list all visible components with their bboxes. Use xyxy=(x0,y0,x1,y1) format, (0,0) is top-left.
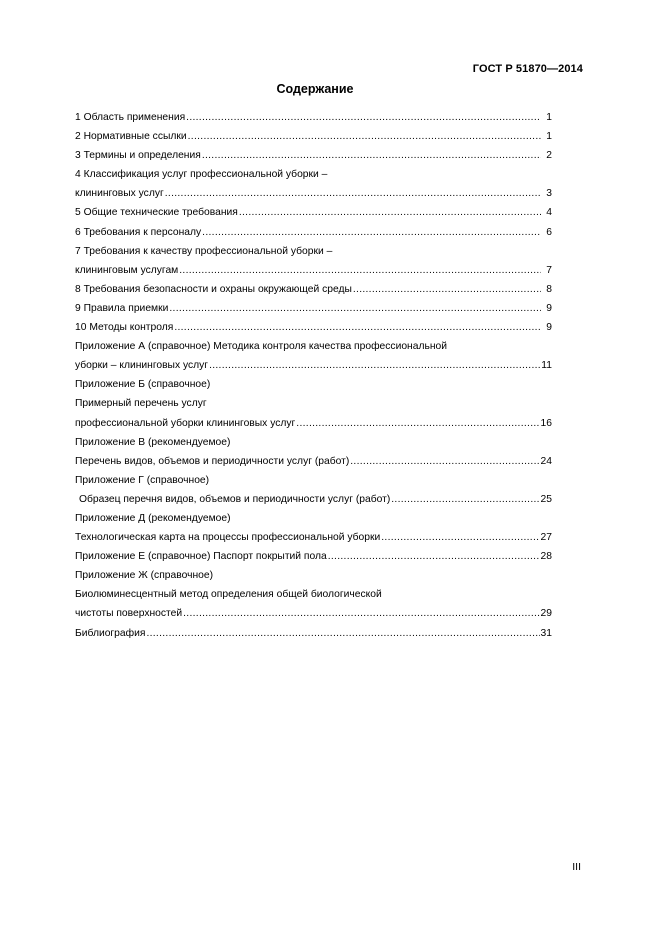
toc-entry-label: Технологическая карта на процессы профессиональной уборки xyxy=(75,532,381,544)
toc-entry[interactable] xyxy=(75,146,552,165)
toc-entry-label: 9 Правила приемки xyxy=(75,302,169,314)
toc-leader-dots xyxy=(188,127,541,146)
toc-entry[interactable] xyxy=(75,261,552,280)
toc-entry[interactable] xyxy=(75,547,552,566)
toc-entry-page: 28 xyxy=(540,551,552,563)
toc-leader-dots xyxy=(165,184,541,203)
toc-leader-dots xyxy=(296,414,539,433)
toc-leader-dots xyxy=(350,452,539,471)
toc-entry-label: 1 Область применения xyxy=(75,112,186,123)
toc-entry[interactable] xyxy=(75,528,552,547)
toc-leader-dots xyxy=(209,356,540,375)
toc-entry-page: 3 xyxy=(546,188,552,200)
toc-entry-label: Примерный перечень услуг xyxy=(75,398,207,410)
toc-entry-label: 2 Нормативные ссылки xyxy=(75,131,187,143)
toc-entry[interactable] xyxy=(75,356,552,375)
toc-entry-page: 8 xyxy=(546,283,552,295)
toc-entry-line xyxy=(75,433,552,452)
toc-leader-dots xyxy=(179,261,541,280)
toc-entry-line xyxy=(75,165,552,184)
toc-leader-dots xyxy=(239,203,541,222)
toc-entry-page: 16 xyxy=(540,417,552,429)
toc-entry-label: клининговых услуг xyxy=(75,188,164,200)
toc-entry[interactable] xyxy=(75,127,552,146)
toc-entry-page: 1 xyxy=(546,131,552,143)
toc-entry-line xyxy=(75,375,552,394)
toc-entry[interactable] xyxy=(75,223,552,242)
toc-entry-line xyxy=(75,471,552,490)
toc-entry-label: 4 Классификация услуг профессиональной уборки – xyxy=(75,169,328,181)
toc-entry-page: 9 xyxy=(546,302,552,314)
toc-entry[interactable] xyxy=(75,452,552,471)
toc-entry-page: 27 xyxy=(540,532,552,544)
toc-entry[interactable] xyxy=(75,490,552,509)
toc-entry[interactable] xyxy=(75,414,552,433)
toc-leader-dots xyxy=(146,624,539,643)
toc-entry-page: 24 xyxy=(540,455,552,467)
toc-leader-dots xyxy=(186,108,541,127)
toc-entry[interactable] xyxy=(75,184,552,203)
toc-entry-label: профессиональной уборки клининговых услуг xyxy=(75,417,296,429)
toc-entry-page: 4 xyxy=(546,207,552,219)
toc-entry-line xyxy=(75,337,552,356)
toc-entry-page: 7 xyxy=(546,264,552,276)
toc-entry[interactable] xyxy=(75,604,552,623)
toc-entry[interactable] xyxy=(75,203,552,222)
toc-entry-page: 1 xyxy=(546,112,552,123)
toc-leader-dots xyxy=(174,318,541,337)
document-code: ГОСТ Р 51870—2014 xyxy=(472,63,583,75)
toc-entry-page: 9 xyxy=(546,322,552,334)
toc-leader-dots xyxy=(183,604,539,623)
toc-entry-label: 6 Требования к персоналу xyxy=(75,226,202,238)
table-of-contents xyxy=(75,108,552,643)
toc-entry-label: Перечень видов, объемов и периодичности услуг (работ) xyxy=(75,455,350,467)
toc-entry-line xyxy=(75,242,552,261)
toc-entry-page: 11 xyxy=(541,360,552,372)
toc-leader-dots xyxy=(328,547,540,566)
toc-entry-label: чистоты поверхностей xyxy=(75,608,183,620)
page-number: III xyxy=(572,861,581,873)
toc-entry[interactable] xyxy=(75,108,552,127)
toc-entry[interactable] xyxy=(75,624,552,643)
toc-entry-label: 8 Требования безопасности и охраны окружающей среды xyxy=(75,283,352,295)
toc-entry-label: уборки – клининговых услуг xyxy=(75,360,209,372)
toc-leader-dots xyxy=(169,299,541,318)
toc-leader-dots xyxy=(391,490,539,509)
toc-leader-dots xyxy=(202,146,541,165)
toc-entry-page: 25 xyxy=(540,493,552,505)
toc-entry-line xyxy=(75,585,552,604)
toc-entry-label: Приложение Е (справочное) Паспорт покрытий пола xyxy=(75,551,327,563)
toc-entry-line xyxy=(75,509,552,528)
toc-entry-page: 6 xyxy=(546,226,552,238)
toc-entry-label: клининговым услугам xyxy=(75,264,179,276)
toc-entry-line xyxy=(75,394,552,413)
toc-entry-label: Библиография xyxy=(75,627,146,639)
toc-entry-label: 10 Методы контроля xyxy=(75,322,174,334)
toc-leader-dots xyxy=(202,223,541,242)
toc-entry-line xyxy=(75,566,552,585)
toc-entry-label: Образец перечня видов, объемов и периодичности услуг (работ) xyxy=(79,493,391,505)
toc-entry-page: 2 xyxy=(546,150,552,162)
toc-entry-label: Приложение Г (справочное) xyxy=(75,474,210,486)
toc-entry-label: Приложение В (рекомендуемое) xyxy=(75,436,231,448)
toc-entry[interactable] xyxy=(75,299,552,318)
toc-entry-label: 3 Термины и определения xyxy=(75,150,201,162)
toc-entry-page: 31 xyxy=(540,627,552,639)
toc-entry-label: Биолюминесцентный метод определения общей биологической xyxy=(75,589,382,601)
toc-entry-page: 29 xyxy=(540,608,552,620)
toc-entry-label: Приложение Б (справочное) xyxy=(75,379,211,391)
toc-leader-dots xyxy=(353,280,541,299)
toc-entry[interactable] xyxy=(75,318,552,337)
toc-entry-label: 5 Общие технические требования xyxy=(75,207,238,219)
toc-entry[interactable] xyxy=(75,280,552,299)
toc-entry-label: Приложение Ж (справочное) xyxy=(75,570,214,582)
page-title: Содержание xyxy=(276,82,354,96)
toc-entry-label: 7 Требования к качеству профессиональной уборки – xyxy=(75,245,333,257)
toc-entry-label: Приложение Д (рекомендуемое) xyxy=(75,512,231,524)
toc-entry-label: Приложение А (справочное) Методика контроля качества профессиональной xyxy=(75,341,447,353)
toc-leader-dots xyxy=(381,528,539,547)
